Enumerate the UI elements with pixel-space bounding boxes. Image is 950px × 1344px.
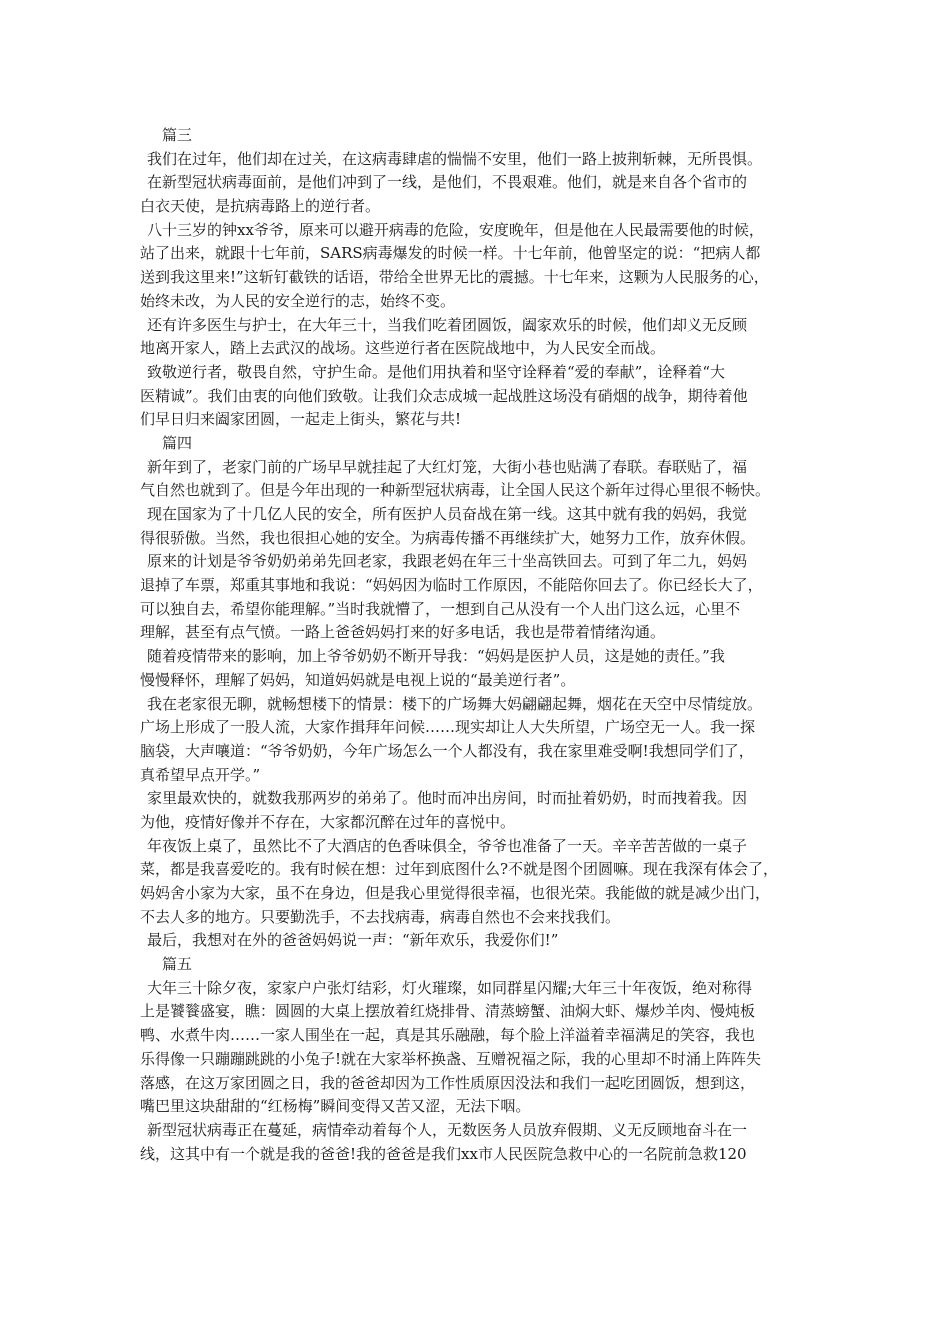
- text-line: 不去人多的地方。只要勤洗手，不去找病毒，病毒自然也不会来找我们。: [140, 907, 621, 926]
- text-line: 八十三岁的钟xx爷爷，原来可以避开病毒的危险，安度晚年，但是他在人民最需要他的时候，: [147, 220, 764, 239]
- text-line: 致敬逆行者，敬畏自然，守护生命。是他们用执着和坚守诠释着“爱的奉献”，诠释着“大: [147, 362, 726, 381]
- text-line: 们早日归来阖家团圆，一起走上街头，繁花与共!: [140, 410, 462, 429]
- text-line: 年夜饭上桌了，虽然比不了大酒店的色香味俱全，爷爷也准备了一天。辛辛苦苦做的一桌子: [147, 836, 748, 855]
- text-line: 线，这其中有一个就是我的爸爸!我的爸爸是我们xx市人民医院急救中心的一名院前急救120: [140, 1144, 747, 1163]
- text-line: 菜，都是我喜爱吃的。我有时候在想：过年到底图什么?不就是图个团圆嘛。现在我深有体会了，: [140, 860, 779, 879]
- text-line: 原来的计划是爷爷奶奶弟弟先回老家，我跟老妈在年三十坐高铁回去。可到了年二九，妈妈: [147, 552, 748, 571]
- text-line: 可以独自去，希望你能理解。”当时我就懵了，一想到自己从没有一个人出门这么远，心里不: [140, 599, 741, 618]
- text-line: 理解，甚至有点气愤。一路上爸爸妈妈打来的好多电话，我也是带着情绪沟通。: [140, 623, 666, 642]
- text-line: 始终未改，为人民的安全逆行的志，始终不变。: [140, 291, 456, 310]
- text-line: 广场上形成了一股人流，大家作揖拜年问候……现实却让人大失所望，广场空无一人。我一探: [140, 718, 756, 737]
- text-line: 送到我这里来!”这斩钉截铁的话语，带给全世界无比的震撼。十七年来，这颗为人民服务的心，: [140, 268, 769, 287]
- text-line: 脑袋，大声嚷道：“爷爷奶奶，今年广场怎么一个人都没有，我在家里难受啊!我想同学们了，: [140, 741, 754, 760]
- text-line: 退掉了车票，郑重其事地和我说：“妈妈因为临时工作原因，不能陪你回去了。你已经长大了，: [140, 576, 763, 595]
- text-line: 现在国家为了十几亿人民的安全，所有医护人员奋战在第一线。这其中就有我的妈妈，我觉: [147, 505, 748, 523]
- text-line: 我在老家很无聊，就畅想楼下的情景：楼下的广场舞大妈翩翩起舞，烟花在天空中尽情绽放。: [147, 694, 763, 713]
- text-line: 站了出来，就跟十七年前，SARS病毒爆发的时候一样。十七年前，他曾坚定的说：“把病人都: [140, 244, 761, 263]
- text-line: 真希望早点开学。”: [140, 765, 261, 784]
- text-line: 慢慢释怀，理解了妈妈，知道妈妈就是电视上说的“最美逆行者”。: [140, 670, 576, 689]
- text-line: 家里最欢快的，就数我那两岁的弟弟了。他时而冲出房间，时而扯着奶奶，时而拽着我。因: [147, 789, 748, 808]
- section-heading: 篇五: [162, 955, 193, 974]
- text-line: 落感，在这万家团圆之日，我的爸爸却因为工作性质原因没法和我们一起吃团圆饭，想到这，: [140, 1073, 756, 1092]
- text-line: 嘴巴里这块甜甜的“红杨梅”瞬间变得又苦又涩，无法下咽。: [140, 1097, 531, 1116]
- text-line: 地离开家人，踏上去武汉的战场。这些逆行者在医院战地中，为人民安全而战。: [140, 339, 666, 358]
- text-line: 我们在过年，他们却在过关，在这病毒肆虐的惴惴不安里，他们一路上披荆斩棘，无所畏惧。: [147, 149, 763, 168]
- text-line: 白衣天使，是抗病毒路上的逆行者。: [140, 197, 381, 216]
- text-line: 乐得像一只蹦蹦跳跳的小兔子!就在大家举杯换盏、互赠祝福之际，我的心里却不时涌上阵阵失: [140, 1049, 762, 1068]
- text-line: 上是饕餮盛宴，瞧：圆圆的大桌上摆放着红烧排骨、清蒸螃蟹、油焖大虾、爆炒羊肉、慢炖板: [140, 1002, 756, 1021]
- text-line: 在新型冠状病毒面前，是他们冲到了一线，是他们，不畏艰难。他们，就是来自各个省市的: [147, 173, 748, 192]
- text-line: 妈妈舍小家为大家，虽不在身边，但是我心里觉得很幸福，也很光荣。我能做的就是减少出门，: [140, 884, 771, 902]
- section-heading: 篇三: [162, 126, 193, 144]
- text-line: 新年到了，老家门前的广场早早就挂起了大红灯笼，大街小巷也贴满了春联。春联贴了，福: [147, 457, 748, 476]
- text-line: 新型冠状病毒正在蔓延，病情牵动着每个人，无数医务人员放弃假期、义无反顾地奋斗在一: [147, 1120, 748, 1139]
- text-line: 鸭、水煮牛肉……一家人围坐在一起，真是其乐融融，每个脸上洋溢着幸福满足的笑容，我也: [140, 1026, 756, 1045]
- text-line: 气自然也就到了。但是今年出现的一种新型冠状病毒，让全国人民这个新年过得心里很不畅快。: [140, 481, 771, 500]
- text-line: 还有许多医生与护士，在大年三十，当我们吃着团圆饭，阖家欢乐的时候，他们却义无反顾: [147, 315, 748, 334]
- text-line: 得很骄傲。当然，我也很担心她的安全。为病毒传播不再继续扩大，她努力工作，放弃休假。: [140, 528, 756, 547]
- text-line: 大年三十除夕夜，家家户户张灯结彩，灯火璀璨，如同群星闪耀;大年三十年夜饭，绝对称得: [147, 978, 753, 997]
- document-page: [140, 124, 800, 1166]
- text-line: 最后，我想对在外的爸爸妈妈说一声：“新年欢乐，我爱你们!”: [147, 931, 559, 950]
- text-line: 随着疫情带来的影响，加上爷爷奶奶不断开导我：“妈妈是医护人员，这是她的责任。”我: [147, 647, 725, 666]
- text-line: 医精诚”。我们由衷的向他们致敬。让我们众志成城一起战胜这场没有硝烟的战争，期待着他: [140, 386, 748, 405]
- text-line: 为他，疫情好像并不存在，大家都沉醉在过年的喜悦中。: [140, 812, 516, 831]
- section-heading: 篇四: [162, 433, 193, 452]
